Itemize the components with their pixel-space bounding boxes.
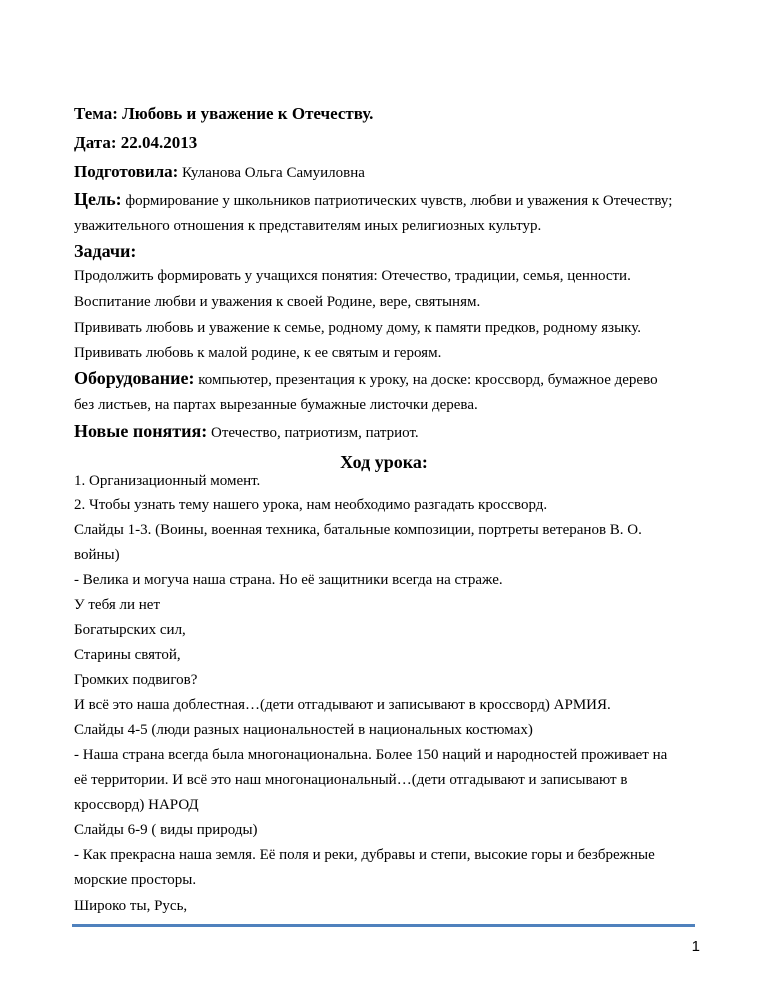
body-line: У тебя ли нет	[74, 597, 160, 613]
task-item: Прививать любовь к малой родине, к ее святым и героям.	[74, 345, 442, 361]
body-line: Слайды 6-9 ( виды природы)	[74, 822, 258, 838]
goal	[74, 189, 672, 211]
equipment-continuation: без листьев, на партах вырезанные бумажные листочки дерева.	[74, 397, 478, 413]
body-line-last: Широко ты, Русь,	[74, 898, 188, 914]
lesson-heading: Ход урока:	[340, 452, 428, 472]
concepts-value: Отечество, патриотизм, патриот.	[207, 425, 419, 441]
goal-label: Цель:	[74, 189, 122, 209]
lesson-date: Дата: 22.04.2013	[74, 133, 198, 152]
concepts-label: Новые понятия:	[74, 421, 208, 441]
body-line: Громких подвигов?	[74, 672, 198, 688]
tasks-label: Задачи:	[74, 241, 137, 261]
goal-continuation: уважительного отношения к представителям иных религиозных культур.	[74, 218, 542, 234]
task-item: Продолжить формировать у учащихся понятия: Отечество, традиции, семья, ценности.	[74, 268, 631, 284]
body-line: - Велика и могуча наша страна. Но её защитники всегда на страже.	[74, 572, 503, 588]
prepared-by	[74, 162, 365, 183]
prepared-value: Куланова Ольга Самуиловна	[178, 165, 365, 181]
body-line: И всё это наша доблестная…(дети отгадывают и записывают в кроссворд) АРМИЯ.	[74, 697, 611, 713]
body-line: морские просторы.	[74, 872, 197, 888]
body-line: 2. Чтобы узнать тему нашего урока, нам необходимо разгадать кроссворд.	[74, 497, 548, 513]
task-item: Воспитание любви и уважения к своей Родине, вере, святыням.	[74, 294, 481, 310]
goal-value: формирование у школьников патриотических чувств, любви и уважения к Отечеству;	[121, 193, 673, 209]
task-item: Прививать любовь и уважение к семье, родному дому, к памяти предков, родному языку.	[74, 320, 642, 336]
equipment-value: компьютер, презентация к уроку, на доске: кроссворд, бумажное дерево	[194, 372, 658, 388]
body-line: - Как прекрасна наша земля. Её поля и реки, дубравы и степи, высокие горы и безбрежные	[74, 847, 655, 863]
footer-rule	[72, 924, 695, 927]
equipment	[74, 368, 658, 390]
body-line: её территории. И всё это наш многонациональный…(дети отгадывают и записывают в	[74, 772, 628, 788]
body-line: - Наша страна всегда была многонациональна. Более 150 наций и народностей проживает на	[74, 747, 668, 763]
prepared-label: Подготовила:	[74, 162, 179, 181]
body-line: 1. Организационный момент.	[74, 473, 261, 489]
body-line: кроссворд) НАРОД	[74, 797, 199, 813]
new-concepts	[74, 421, 419, 443]
body-line: Слайды 1-3. (Воины, военная техника, батальные композиции, портреты ветеранов В. О.	[74, 522, 642, 538]
lesson-theme: Тема: Любовь и уважение к Отечеству.	[74, 104, 374, 123]
body-line: Слайды 4-5 (люди разных национальностей в национальных костюмах)	[74, 722, 533, 738]
body-line: Старины святой,	[74, 647, 181, 663]
page-number: 1	[691, 938, 700, 955]
body-line: войны)	[74, 547, 120, 563]
body-line: Богатырских сил,	[74, 622, 186, 638]
equipment-label: Оборудование:	[74, 368, 195, 388]
